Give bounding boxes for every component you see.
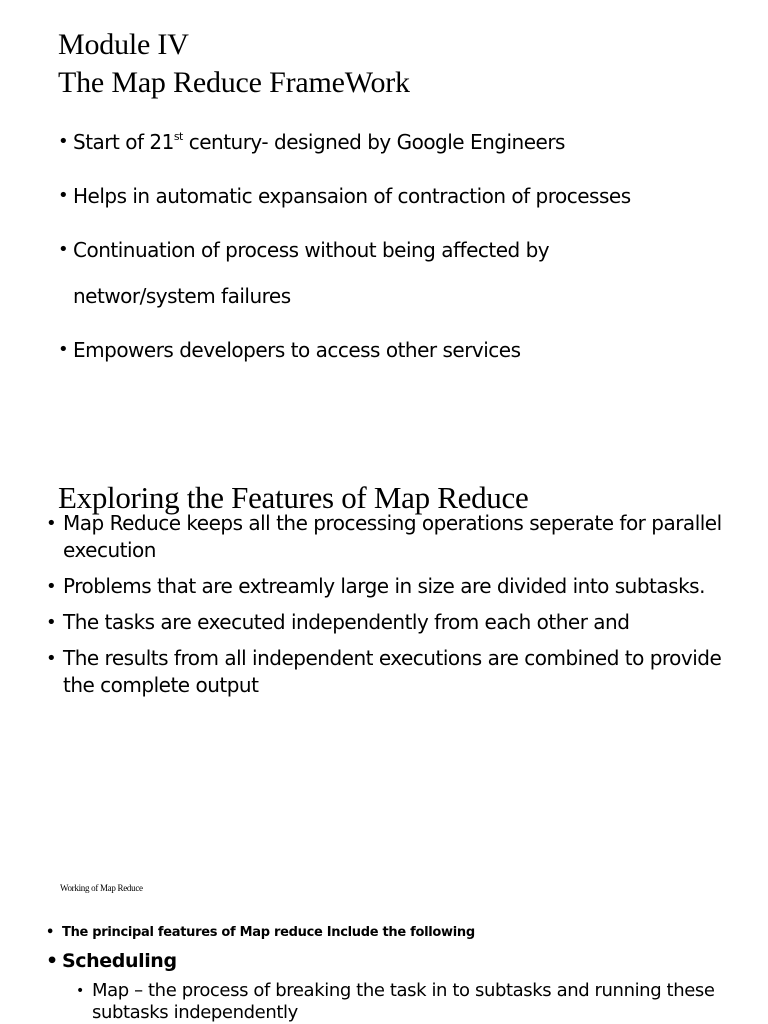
slide-title — [58, 26, 410, 102]
title-line-2: The Map Reduce FrameWork — [58, 66, 410, 99]
bullet-list — [58, 126, 738, 388]
bullet-text: Helps in automatic expansaion of contraction of processes — [73, 184, 631, 208]
bullet-dot: • — [46, 648, 57, 669]
bullet-item — [58, 234, 738, 312]
bullet-dot: • — [46, 576, 57, 597]
bullet-text: Continuation of process without being affected by — [73, 238, 550, 262]
bullet-item — [46, 950, 177, 972]
bullet-text-part: Start of 21 — [73, 130, 174, 154]
slide-module-iv — [0, 0, 768, 420]
bullet-list — [46, 510, 736, 708]
bullet-dot: • — [58, 185, 69, 206]
bullet-item — [58, 334, 738, 366]
superscript: st — [173, 130, 183, 143]
bullet-item — [46, 573, 736, 600]
bullet-text: Scheduling — [62, 950, 177, 972]
bullet-item — [46, 510, 736, 564]
slide-working-of-map-reduce — [0, 870, 768, 1024]
title-line-1: Module IV — [58, 28, 189, 61]
sub-bullet-text: Map – the process of breaking the task in to subtasks and running these subtasks independently — [92, 980, 715, 1023]
slide-title: Working of Map Reduce — [60, 883, 143, 893]
bullet-item — [58, 180, 738, 212]
bullet-dot: • — [58, 239, 69, 260]
bullet-text: Empowers developers to access other services — [73, 338, 521, 362]
slide-title: Exploring the Features of Map Reduce — [58, 480, 529, 515]
bullet-text: The tasks are executed independently from each other and — [63, 610, 630, 634]
sub-bullet-item — [76, 980, 736, 1024]
bullet-dot: • — [46, 612, 57, 633]
bullet-dot: • — [76, 983, 84, 999]
bullet-dot: • — [46, 513, 57, 534]
bullet-item — [46, 645, 736, 699]
bullet-text: Problems that are extreamly large in size are divided into subtasks. — [63, 574, 705, 598]
bullet-dot: • — [58, 131, 69, 152]
bullet-text: Map Reduce keeps all the processing operations seperate for parallel execution — [63, 511, 722, 562]
bullet-text-continued: networ/system failures — [73, 284, 291, 308]
bullet-text-part: century- designed by Google Engineers — [182, 130, 565, 154]
bullet-item — [58, 126, 738, 158]
bullet-text: The principal features of Map reduce Include the following — [62, 925, 475, 940]
bullet-dot: • — [46, 925, 55, 940]
bullet-item — [46, 609, 736, 636]
slide-exploring-features — [0, 470, 768, 770]
bullet-item — [46, 925, 475, 940]
bullet-text: The results from all independent executions are combined to provide the complete output — [63, 646, 722, 697]
bullet-dot: • — [46, 950, 58, 972]
bullet-dot: • — [58, 339, 69, 360]
